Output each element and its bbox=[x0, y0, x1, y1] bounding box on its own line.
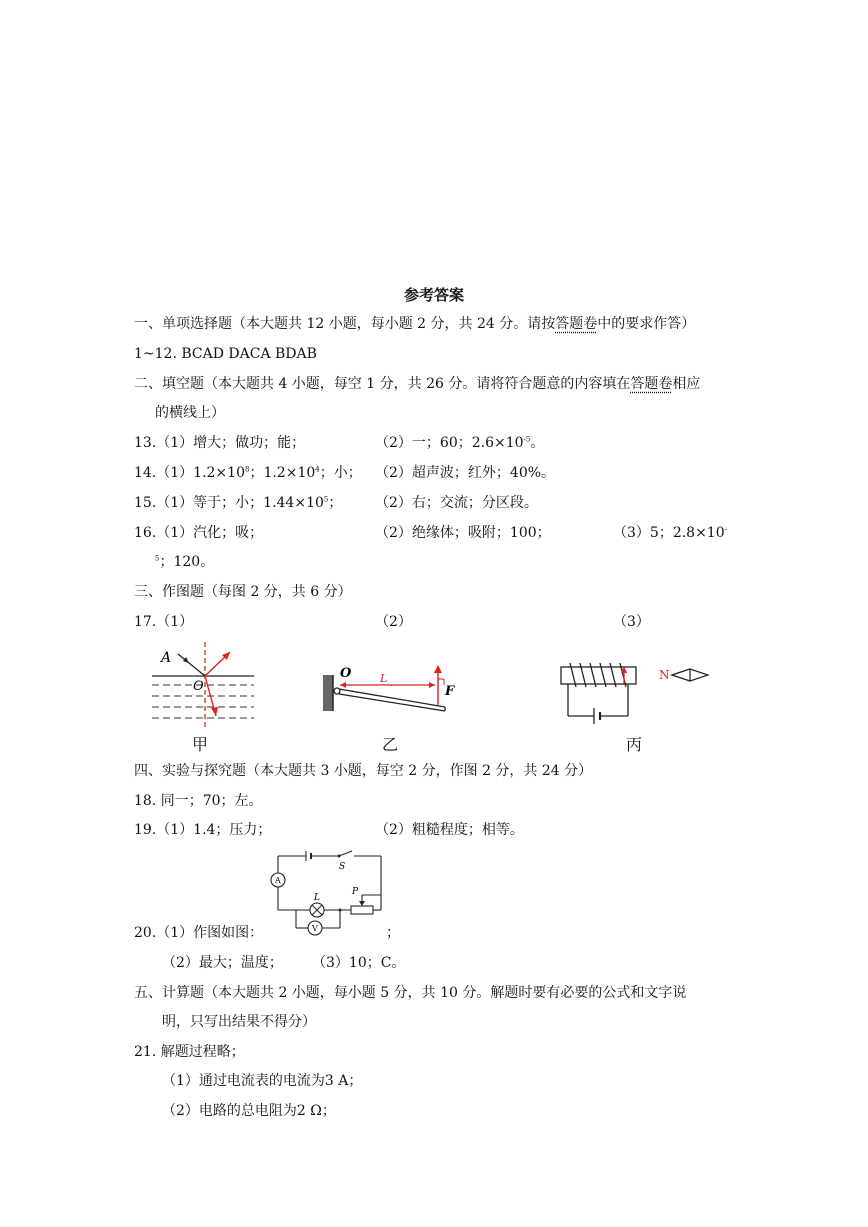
force-f-label: F bbox=[445, 684, 455, 699]
answer-21-part2: （2）电路的总电阻为2 Ω； bbox=[162, 1103, 336, 1119]
answer-15-part2: （2）右；交流；分区段。 bbox=[375, 495, 538, 511]
answer-14-part2: （2）超声波；红外；40%。 bbox=[375, 465, 556, 481]
svg-text:A: A bbox=[275, 876, 281, 885]
figure-label-jia: 甲 bbox=[192, 735, 209, 754]
north-pole-label: N bbox=[659, 668, 670, 682]
answer-1-12: 1~12. BCAD DACA BDAB bbox=[134, 346, 317, 362]
answer-20-part3: （3）10；C。 bbox=[312, 955, 406, 971]
answer-21-part1: （1）通过电流表的电流为3 A； bbox=[162, 1073, 363, 1089]
rheostat-icon bbox=[351, 906, 373, 914]
answer-14-part1: $14.(1)1.2\times 10^8$；$1.2\times 10^4$；小； bbox=[134, 465, 362, 481]
page-title: 参考答案 bbox=[404, 286, 465, 304]
switch-s-label: S bbox=[339, 862, 346, 872]
answer-19-part2: （2）粗糙程度；相等。 bbox=[375, 822, 524, 838]
svg-text:V: V bbox=[312, 924, 318, 933]
section-1-heading: 一、单项选择题（本大题共 12 小题，每小题 2 分，共 24 分。请按答题卷中的要求作答） bbox=[134, 316, 696, 332]
section-5-heading: 五、计算题（本大题共 2 小题，每小题 5 分，共 10 分。解题时要有必要的公式和文字说 bbox=[134, 985, 687, 1001]
electromagnet-diagram bbox=[558, 655, 718, 725]
section-3-heading: 三、作图题（每图 2 分，共 6 分） bbox=[134, 584, 352, 600]
answer-18: 18. 同一；70；左。 bbox=[134, 793, 263, 809]
answer-20-semicolon: ； bbox=[386, 925, 400, 941]
answer-17-part2-label: （2） bbox=[375, 614, 412, 630]
refraction-diagram bbox=[148, 640, 258, 732]
answer-20-part2: （2）最大；温度； bbox=[162, 955, 283, 971]
point-a-label: A bbox=[161, 650, 172, 666]
lever-diagram bbox=[320, 655, 460, 715]
section-4-heading: 四、实验与探究题（本大题共 3 小题，每空 2 分，作图 2 分，共 24 分） bbox=[134, 763, 593, 779]
answer-16-part1: 16.（1）汽化；吸； bbox=[134, 525, 264, 541]
answer-20-part1: 20.（1）作图如图： bbox=[134, 925, 264, 941]
figure-label-yi: 乙 bbox=[382, 735, 399, 754]
answer-16-part3: （3）5；2.8×10- bbox=[613, 525, 727, 541]
section-2-heading-cont: 的横线上） bbox=[155, 405, 225, 421]
section-2-heading: 二、填空题（本大题共 4 小题，每空 1 分，共 26 分。请将符合题意的内容填在答题卷相应 bbox=[134, 376, 701, 392]
answer-17-label: 17.（1） bbox=[134, 614, 194, 630]
answer-16-part3-cont: $^5$；120。 bbox=[155, 554, 215, 570]
figure-label-bing: 丙 bbox=[626, 735, 643, 754]
circuit-diagram bbox=[268, 848, 388, 940]
lever-arm-l-label: L bbox=[380, 672, 388, 685]
point-o-label: O bbox=[193, 679, 204, 694]
answer-13-part2: （2）一；60；$2.6\times 10^{-5}$。 bbox=[375, 435, 545, 451]
answer-21: 21. 解题过程略； bbox=[134, 1044, 245, 1060]
slider-p-label: P bbox=[352, 887, 359, 897]
answer-13-part1: 13.（1）增大；做功；能； bbox=[134, 435, 306, 451]
lamp-l-label: L bbox=[314, 893, 320, 903]
answer-16-part2: （2）绝缘体；吸附；100； bbox=[375, 525, 551, 541]
section-5-heading-cont: 明，只写出结果不得分） bbox=[162, 1014, 316, 1030]
answer-15-part1: 15.（1）等于；小；$1.44\times 10^5$； bbox=[134, 495, 343, 511]
pivot-o-label: O bbox=[340, 666, 352, 681]
answer-17-part3-label: （3） bbox=[613, 614, 650, 630]
answer-19-part1: 19.（1）1.4；压力； bbox=[134, 822, 272, 838]
